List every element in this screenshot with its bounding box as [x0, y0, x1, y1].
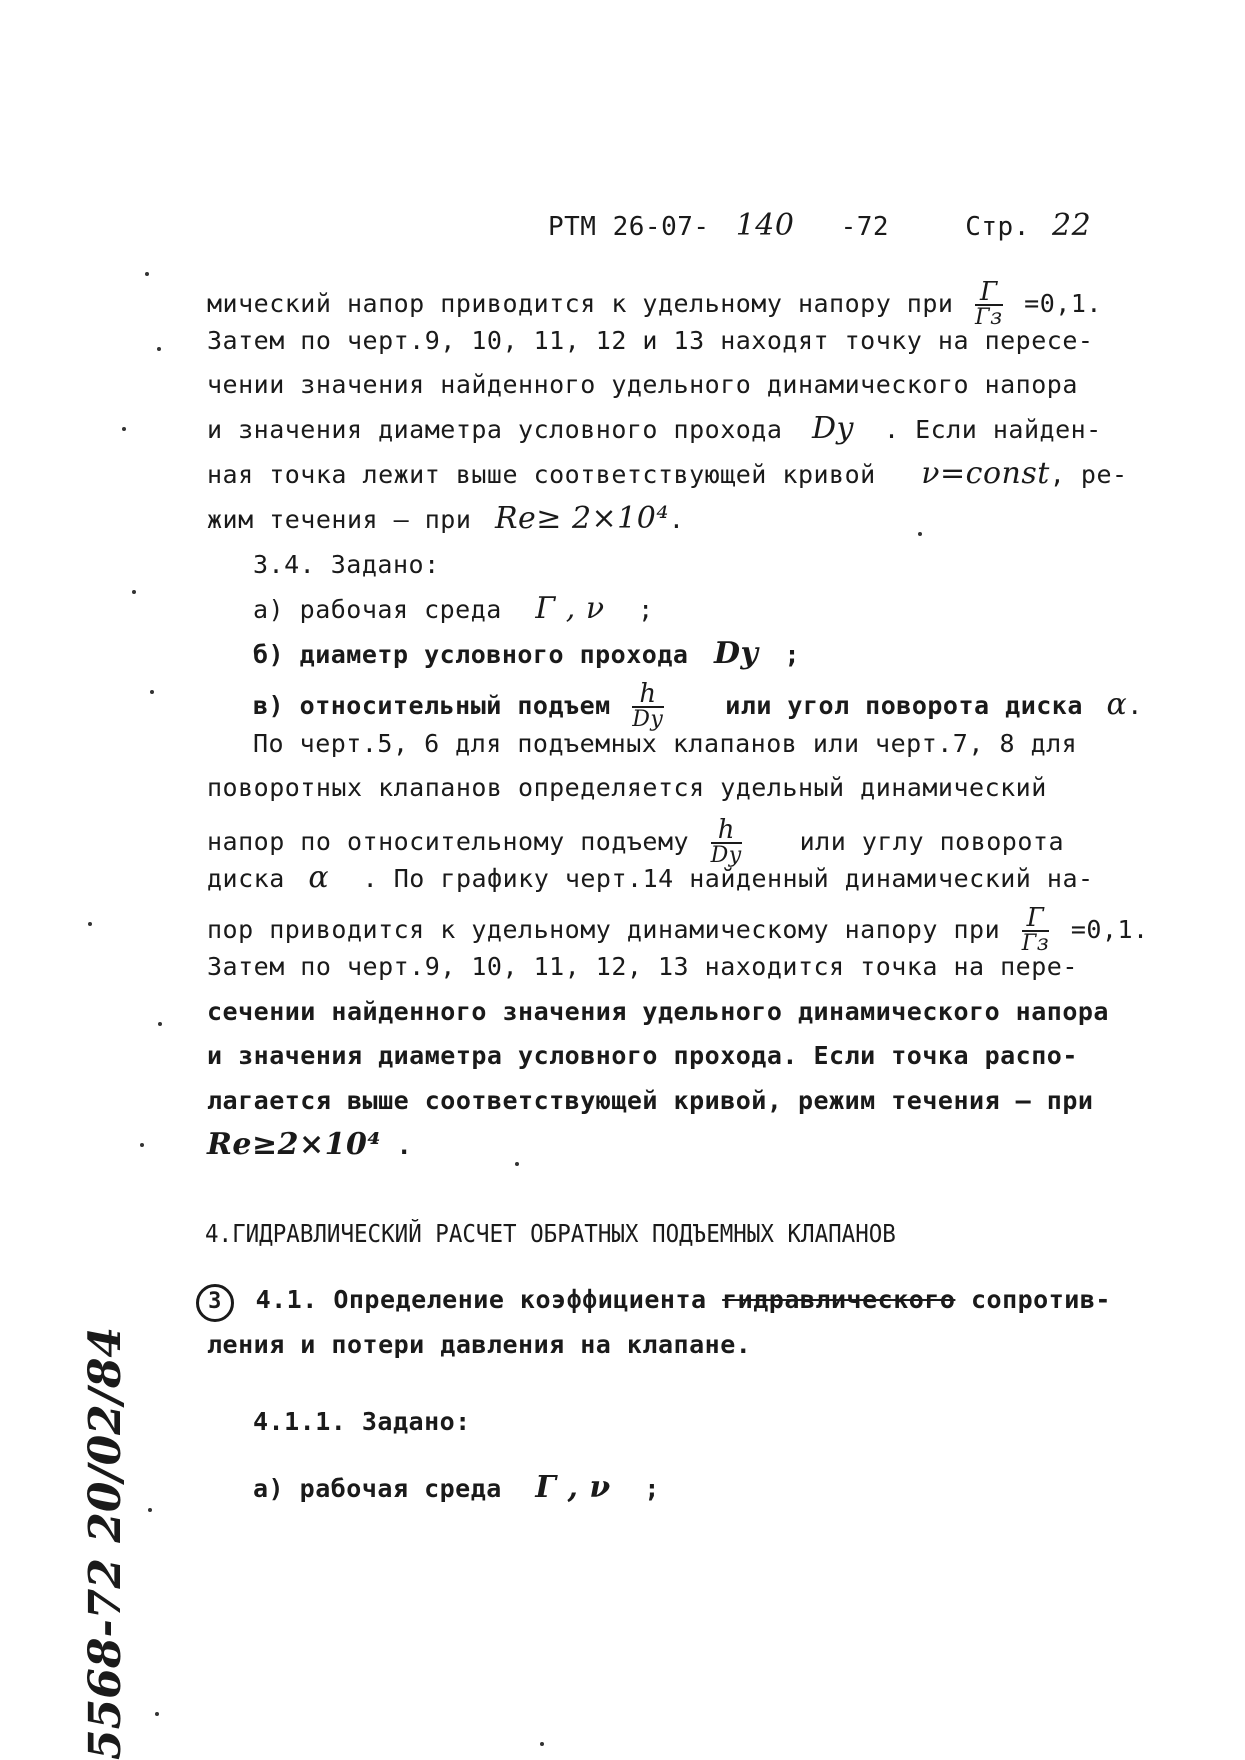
margin-handwritten-note: 5568-72 20/02/84 [80, 1326, 131, 1760]
para2-line10 [207, 1129, 412, 1162]
symbol: Г , ν [535, 591, 605, 626]
frac-den: Dу [710, 843, 743, 868]
text: =0,1. [1070, 915, 1149, 944]
scan-speck [88, 922, 92, 926]
text: ная точка лежит выше соответствующей кривой [207, 460, 876, 489]
para1-line1 [207, 277, 1102, 330]
text: в) относительный подъем [253, 691, 611, 720]
page-header [548, 210, 1091, 243]
frac-num: Г [1022, 906, 1050, 932]
text: . По графику черт.14 найденный динамический на- [362, 864, 1094, 893]
frac-num: h [711, 818, 742, 844]
para2-line3 [207, 815, 1064, 868]
page-number: 22 [1052, 208, 1092, 243]
fraction [710, 815, 743, 868]
symbol: α [1106, 687, 1128, 722]
text: . [1127, 691, 1143, 720]
doc-number: 140 [735, 208, 795, 243]
circled-mark: 3 [196, 1284, 234, 1322]
symbol: ν=const [921, 456, 1050, 491]
para1-line5 [207, 458, 1128, 491]
text: или углу поворота [799, 827, 1064, 856]
scan-speck [148, 1508, 152, 1512]
symbol: Re≥2×10⁴ [207, 1127, 382, 1162]
scan-speck [918, 532, 922, 536]
frac-num: h [632, 682, 663, 708]
section-4-1-line2: ления и потери давления на клапане. [207, 1330, 752, 1359]
fraction [1021, 903, 1050, 956]
section-3-4-item-a [253, 593, 654, 626]
doc-year: -72 [840, 212, 890, 242]
text: ; [644, 1474, 660, 1503]
frac-den: Гз [975, 305, 1003, 330]
scan-speck [140, 1143, 144, 1147]
text: пор приводится к удельному динамическому напору при [207, 915, 1001, 944]
section-4-1-1-title: 4.1.1. Задано: [253, 1407, 471, 1436]
frac-den: Гз [1021, 931, 1050, 956]
text: б) диаметр условного прохода [253, 640, 689, 669]
section-4-1-1-item-a [253, 1472, 660, 1505]
para2-line8: и значения диаметра условного прохода. Если точка распо- [207, 1041, 1078, 1070]
para2-line2: поворотных клапанов определяется удельный динамический [207, 773, 1047, 802]
scan-speck [132, 590, 136, 594]
text: и значения диаметра условного прохода [207, 415, 783, 444]
symbol: Dу [714, 636, 759, 671]
doc-prefix: РТМ 26-07- [548, 212, 710, 242]
text: =0,1. [1024, 289, 1102, 318]
scan-speck [515, 1162, 519, 1166]
text: мический напор приводится к удельному напору при [207, 289, 954, 318]
para2-line4 [207, 862, 1094, 895]
frac-num: Г [975, 280, 1003, 306]
section-3-4-item-c [253, 679, 1143, 732]
text: . [396, 1131, 413, 1160]
scan-speck [157, 347, 161, 351]
text: ; [638, 595, 654, 624]
section-3-4-item-b [253, 638, 800, 671]
para2-line6: Затем по черт.9, 10, 11, 12, 13 находится точка на пере- [207, 952, 1078, 981]
text: , ре- [1049, 460, 1128, 489]
symbol: α [308, 860, 330, 895]
symbol: Г , ν [535, 1470, 611, 1505]
text: диска [207, 864, 285, 893]
para1-line3: чении значения найденного удельного динамического напора [207, 370, 1078, 399]
text: 4.1. Определение коэффициента [255, 1285, 707, 1314]
section-3-4-title: 3.4. Задано: [253, 550, 440, 579]
para1-line6 [207, 503, 684, 536]
scan-speck [145, 272, 149, 276]
scan-speck [540, 1742, 544, 1746]
symbol: Dу [811, 411, 855, 446]
fraction [975, 277, 1003, 330]
text: жим течения – при [207, 505, 472, 534]
text: или угол поворота диска [725, 691, 1083, 720]
text: ; [784, 640, 801, 669]
scan-speck [155, 1712, 159, 1716]
scan-speck [150, 690, 154, 694]
para1-line2: Затем по черт.9, 10, 11, 12 и 13 находят точку на пересе- [207, 326, 1094, 355]
section-4-1-line1 [196, 1284, 1111, 1322]
para2-line9: лагается выше соответствующей кривой, режим течения – при [207, 1086, 1094, 1115]
page-label: Стр. [965, 212, 1030, 242]
section-4-heading: 4.ГИДРАВЛИЧЕСКИЙ РАСЧЕТ ОБРАТНЫХ ПОДЪЕМНЫХ КЛАПАНОВ [205, 1219, 896, 1248]
text: . Если найден- [884, 415, 1102, 444]
struck-text: гидравлического [722, 1285, 956, 1314]
para2-line1: По черт.5, 6 для подъемных клапанов или черт.7, 8 для [253, 729, 1078, 758]
para1-line4 [207, 413, 1102, 446]
text: а) рабочая среда [253, 1474, 502, 1503]
fraction [632, 679, 664, 732]
text: напор по относительному подъему [207, 827, 690, 856]
text: сопротив- [970, 1285, 1111, 1314]
frac-den: Dу [632, 707, 664, 732]
text: а) рабочая среда [253, 595, 502, 624]
scan-speck [122, 427, 126, 431]
symbol: Re≥ 2×10⁴ [494, 501, 669, 536]
para2-line5 [207, 903, 1149, 956]
scan-speck [158, 1022, 162, 1026]
para2-line7: сечении найденного значения удельного динамического напора [207, 997, 1109, 1026]
text: . [668, 505, 685, 534]
